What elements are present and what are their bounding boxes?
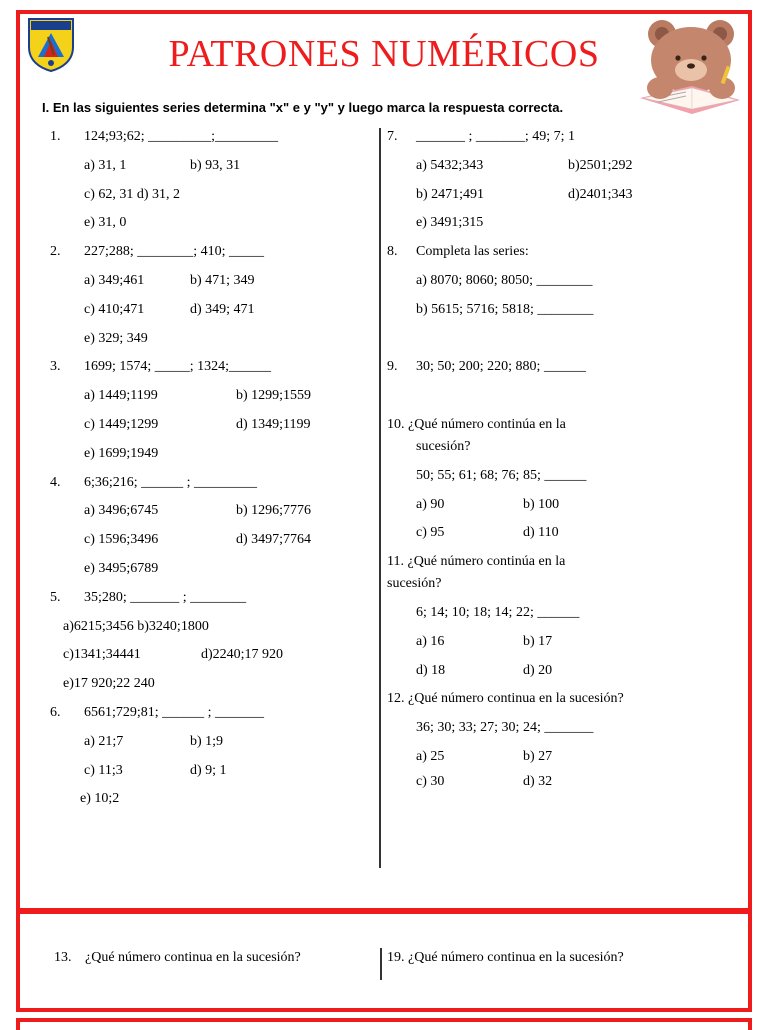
option-b: b) 93, 31 <box>190 157 241 173</box>
option-a: a) 21;7 <box>84 733 124 749</box>
options-row <box>387 496 747 525</box>
options-row <box>50 531 370 560</box>
options-row <box>387 662 747 691</box>
options-row <box>50 618 370 647</box>
question-series: 35;280; _______ ; ________ <box>84 589 247 605</box>
option-b: b) 1;9 <box>190 733 224 749</box>
question-12 <box>387 690 747 719</box>
option-d: d) 110 <box>523 525 559 541</box>
series-row <box>387 301 747 330</box>
question-7 <box>387 128 747 157</box>
options-row <box>50 416 370 445</box>
question-19-text: 19. ¿Qué número continua en la sucesión? <box>387 950 624 965</box>
option-d: d)2240;17 920 <box>201 647 284 663</box>
question-series: 6561;729;81; ______ ; _______ <box>84 704 265 720</box>
question-4 <box>50 474 370 503</box>
left-column <box>50 128 370 819</box>
options-row <box>387 773 747 802</box>
option-c: d) 18 <box>416 662 446 678</box>
options-row <box>50 301 370 330</box>
spacer <box>387 330 747 359</box>
options-row <box>50 445 370 474</box>
options-row <box>50 790 370 819</box>
next-section-border <box>16 1018 752 1030</box>
question-number: 6. <box>50 704 61 720</box>
options-row <box>387 157 747 186</box>
option-a: a) 5432;343 <box>416 157 484 173</box>
page-title: PATRONES NUMÉRICOS <box>168 33 600 75</box>
options-row <box>50 186 370 215</box>
question-11 <box>387 553 747 575</box>
question-13-text: ¿Qué número continua en la sucesión? <box>85 950 301 965</box>
options-row <box>50 560 370 589</box>
question-text: sucesión? <box>387 576 442 592</box>
option-b: b) 17 <box>523 633 553 649</box>
option-c: c)1341;34441 <box>63 647 141 663</box>
question-10-cont <box>387 438 747 467</box>
question-2 <box>50 243 370 272</box>
option-d: d) 3497;7764 <box>236 532 312 548</box>
question-9 <box>387 358 747 387</box>
option-e: e) 1699;1949 <box>84 445 159 461</box>
options-row <box>50 675 370 704</box>
options-row <box>387 524 747 553</box>
option-c: c) 30 <box>416 773 445 789</box>
option-e: e) 3491;315 <box>416 215 484 231</box>
option-a: a) 25 <box>416 748 445 764</box>
question-text: 10. ¿Qué número continúa en la <box>387 416 566 432</box>
spacer <box>387 387 747 416</box>
right-column <box>387 128 747 802</box>
option-c: b) 2471;491 <box>416 186 485 202</box>
bear-reading-illustration <box>636 14 744 118</box>
options-row <box>50 214 370 243</box>
question-10 <box>387 416 747 438</box>
option-a: a) 16 <box>416 633 445 649</box>
question-series: 227;288; ________; 410; _____ <box>84 244 265 260</box>
option-c: c) 410;471 <box>84 301 145 317</box>
option-c: c) 11;3 <box>84 762 123 778</box>
series-a: a) 8070; 8060; 8050; ________ <box>416 272 593 288</box>
question-series: 6; 14; 10; 18; 14; 22; ______ <box>416 604 580 620</box>
option-a: a) 349;461 <box>84 272 145 288</box>
options-row <box>387 186 747 215</box>
question-number: 9. <box>387 359 398 375</box>
option-b: b)2501;292 <box>568 157 633 173</box>
options-row <box>50 502 370 531</box>
question-text: sucesión? <box>416 438 471 454</box>
series-row <box>387 272 747 301</box>
option-d: d)2401;343 <box>568 186 633 202</box>
question-13-number: 13. <box>54 950 72 965</box>
question-series: 30; 50; 200; 220; 880; ______ <box>416 359 586 375</box>
question-number: 7. <box>387 129 398 144</box>
option-c: c) 95 <box>416 525 445 541</box>
question-series: _______ ; _______; 49; 7; 1 <box>416 129 576 144</box>
option-b: b) 471; 349 <box>190 272 255 288</box>
question-text: 11. ¿Qué número continúa en la <box>387 554 566 570</box>
question-series: 1699; 1574; _____; 1324;______ <box>84 359 272 375</box>
question-series: 124;93;62; _________;_________ <box>84 129 279 144</box>
question-1 <box>50 128 370 157</box>
option-b: b) 27 <box>523 748 553 764</box>
series-row <box>387 467 747 496</box>
question-series: 50; 55; 61; 68; 76; 85; ______ <box>416 467 587 483</box>
option-a: a) 1449;1199 <box>84 388 158 404</box>
column-divider <box>379 128 381 868</box>
option-e: e) 3495;6789 <box>84 560 159 576</box>
question-5 <box>50 589 370 618</box>
options-row <box>50 733 370 762</box>
question-number: 4. <box>50 474 61 490</box>
options-row <box>50 157 370 186</box>
series-row <box>387 719 747 748</box>
bottom-column-divider <box>380 948 382 980</box>
option-b: b) 100 <box>523 496 560 512</box>
question-text: Completa las series: <box>416 244 529 260</box>
options-row <box>387 214 747 243</box>
options-row <box>50 762 370 791</box>
question-number: 3. <box>50 359 61 375</box>
question-number: 1. <box>50 129 61 144</box>
option-e: e) 10;2 <box>80 791 120 807</box>
option-c: c) 1596;3496 <box>84 532 159 548</box>
option-a: a) 31, 1 <box>84 157 127 173</box>
question-text: 12. ¿Qué número continua en la sucesión? <box>387 691 624 707</box>
option-e: e) 31, 0 <box>84 215 127 231</box>
option-a: a) 3496;6745 <box>84 503 159 519</box>
option-c-d: c) 62, 31 d) 31, 2 <box>84 186 181 202</box>
option-d: d) 9; 1 <box>190 762 227 778</box>
option-e: e) 329; 349 <box>84 330 148 346</box>
options-row <box>50 272 370 301</box>
option-a: a) 90 <box>416 496 445 512</box>
option-d: d) 1349;1199 <box>236 416 311 432</box>
options-row <box>50 387 370 416</box>
option-b: b) 1296;7776 <box>236 503 312 519</box>
question-series: 36; 30; 33; 27; 30; 24; _______ <box>416 720 594 736</box>
options-row <box>387 748 747 773</box>
option-d: d) 349; 471 <box>190 301 255 317</box>
option-a-b: a)6215;3456 b)3240;1800 <box>63 618 209 634</box>
option-b: b) 1299;1559 <box>236 388 312 404</box>
series-b: b) 5615; 5716; 5818; ________ <box>416 301 594 317</box>
option-e: e)17 920;22 240 <box>63 676 155 692</box>
question-number: 5. <box>50 589 61 605</box>
option-d: d) 20 <box>523 662 553 678</box>
question-series: 6;36;216; ______ ; _________ <box>84 474 258 490</box>
question-3 <box>50 358 370 387</box>
question-number: 2. <box>50 244 61 260</box>
option-d: d) 32 <box>523 773 553 789</box>
option-c: c) 1449;1299 <box>84 416 159 432</box>
options-row <box>50 330 370 359</box>
question-8 <box>387 243 747 272</box>
question-11-cont <box>387 575 747 604</box>
instruction-text: I. En las siguientes series determina "x" e y "y" y luego marca la respuesta correcta. <box>42 100 564 115</box>
question-number: 8. <box>387 244 398 260</box>
options-row <box>387 633 747 662</box>
question-6 <box>50 704 370 733</box>
options-row <box>50 646 370 675</box>
series-row <box>387 604 747 633</box>
